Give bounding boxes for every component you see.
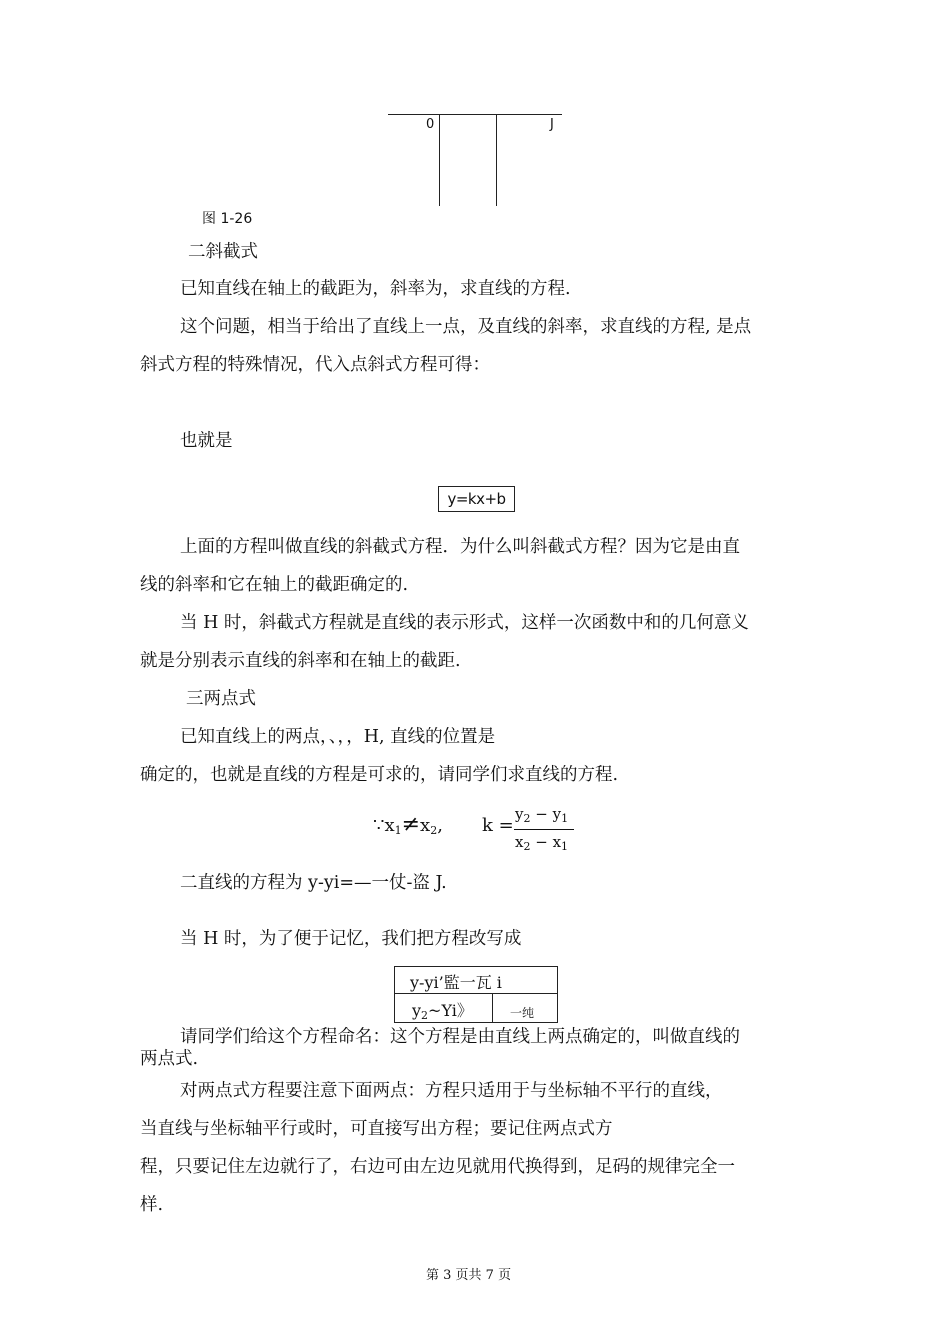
paragraph-2-line-1: 这个问题，相当于给出了直线上一点，及直线的斜率，求直线的方程, 是点	[180, 317, 752, 337]
figure-top-line	[388, 114, 562, 115]
figure-caption: 图 1-26	[202, 211, 253, 227]
table-cell-divider	[492, 993, 493, 1022]
paragraph-10-line-1: 对两点式方程要注意下面两点：方程只适用于与坐标轴不平行的直线，	[180, 1081, 723, 1101]
fraction-bar	[514, 829, 574, 830]
table-bottom-right-cell: 一纯	[510, 1006, 535, 1020]
figure-label-zero: 0	[426, 117, 435, 132]
paragraph-5-line-1: 当 H 时，斜截式方程就是直线的表示形式，这样一次函数中和的几何意义	[180, 613, 749, 633]
formula-box-slope-intercept	[438, 486, 515, 512]
paragraph-7: 二直线的方程为 y-yi=—一仗-盗 J.	[180, 873, 447, 893]
figure-vline-right	[496, 114, 497, 206]
var-x2: x	[420, 815, 431, 836]
paragraph-6-line-1: 已知直线上的两点，、，，H, 直线的位置是	[180, 727, 496, 747]
because-clause: $\because x_1\ne x_2$,	[373, 812, 443, 837]
table-bottom-left-cell: $y_2\sim Yi$》	[412, 1001, 473, 1022]
fraction-denominator: $x_2 - x_1$	[515, 833, 569, 853]
figure-vline-left	[439, 114, 440, 206]
section-heading-slope-intercept: 二斜截式	[188, 242, 258, 262]
paragraph-4-line-2: 线的斜率和它在轴上的截距确定的.	[140, 575, 409, 595]
comma: ,	[437, 815, 443, 836]
table-mid-line	[394, 993, 558, 994]
k-equals: k =	[482, 815, 514, 836]
fraction-numerator: $y_2 - y_1$	[515, 805, 569, 825]
var-x1: x	[384, 815, 395, 836]
paragraph-10-line-2: 当直线与坐标轴平行或时，可直接写出方程；要记住两点式方	[140, 1119, 613, 1139]
figure-label-j: J	[550, 117, 554, 132]
paragraph-10-line-3: 程，只要记住左边就行了，右边可由左边见就用代换得到，足码的规律完全一	[140, 1157, 735, 1177]
table-top-cell: y-yi’監一瓦 i	[410, 973, 502, 992]
paragraph-1: 已知直线在轴上的截距为，斜率为，求直线的方程.	[180, 279, 571, 299]
paragraph-4-line-1: 上面的方程叫做直线的斜截式方程．为什么叫斜截式方程？因为它是由直	[180, 537, 740, 557]
because-symbol: ∵	[373, 815, 385, 836]
paragraph-8: 当 H 时，为了便于记忆，我们把方程改写成	[180, 929, 522, 949]
paragraph-3: 也就是	[180, 431, 233, 451]
section-heading-two-point: 三两点式	[186, 689, 256, 709]
paragraph-6-line-2: 确定的，也就是直线的方程是可求的，请同学们求直线的方程.	[140, 765, 619, 785]
paragraph-5-line-2: 就是分别表示直线的斜率和在轴上的截距.	[140, 651, 461, 671]
paragraph-2-line-2: 斜式方程的特殊情况，代入点斜式方程可得：	[140, 355, 490, 375]
page-footer: 第 3 页共 7 页	[426, 1268, 512, 1283]
paragraph-9-line-1: 请同学们给这个方程命名：这个方程是由直线上两点确定的，叫做直线的	[180, 1027, 740, 1047]
formula-text: y=kx+b	[447, 490, 506, 508]
neq-symbol: ≠	[401, 812, 421, 837]
paragraph-9-line-2: 两点式.	[140, 1049, 199, 1069]
paragraph-10-line-4: 样.	[140, 1195, 164, 1215]
